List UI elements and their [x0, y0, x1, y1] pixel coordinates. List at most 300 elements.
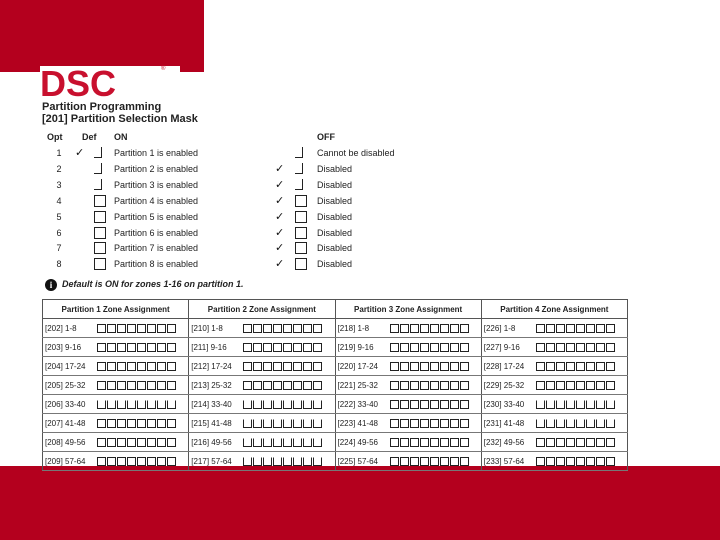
- on-checkbox[interactable]: [94, 211, 106, 223]
- zone-checkbox[interactable]: [576, 362, 585, 371]
- zone-checkbox[interactable]: [107, 438, 116, 447]
- zone-toggle-group: [95, 319, 189, 338]
- zone-checkbox[interactable]: [546, 324, 555, 333]
- zone-checkbox[interactable]: [430, 362, 439, 371]
- zone-checkbox[interactable]: [253, 324, 262, 333]
- zone-checkbox[interactable]: [283, 457, 292, 466]
- zone-checkbox[interactable]: [273, 419, 282, 428]
- zone-checkbox[interactable]: [566, 381, 575, 390]
- off-checkbox[interactable]: [295, 195, 307, 207]
- zone-checkbox[interactable]: [586, 324, 595, 333]
- section-label: [208] 49-56: [43, 433, 96, 452]
- zone-checkbox[interactable]: [420, 457, 429, 466]
- zone-checkbox[interactable]: [263, 438, 272, 447]
- zone-checkbox[interactable]: [243, 400, 252, 409]
- zone-checkbox[interactable]: [536, 438, 545, 447]
- zone-checkbox[interactable]: [450, 381, 459, 390]
- zone-checkbox[interactable]: [273, 457, 282, 466]
- zone-checkbox[interactable]: [596, 438, 605, 447]
- zone-checkbox[interactable]: [127, 324, 136, 333]
- zone-checkbox[interactable]: [253, 362, 262, 371]
- zone-checkbox[interactable]: [253, 457, 262, 466]
- zone-checkbox[interactable]: [157, 400, 166, 409]
- zone-checkbox[interactable]: [546, 419, 555, 428]
- zone-checkbox[interactable]: [127, 419, 136, 428]
- zone-checkbox[interactable]: [303, 400, 312, 409]
- on-checkbox[interactable]: [94, 147, 102, 158]
- zone-checkbox[interactable]: [536, 343, 545, 352]
- zone-checkbox[interactable]: [566, 438, 575, 447]
- zone-checkbox[interactable]: [147, 362, 156, 371]
- zone-checkbox[interactable]: [566, 457, 575, 466]
- zone-checkbox[interactable]: [566, 362, 575, 371]
- zone-checkbox[interactable]: [293, 324, 302, 333]
- zone-assignment-table: [42, 299, 628, 471]
- zone-checkbox[interactable]: [556, 419, 565, 428]
- zone-checkbox[interactable]: [283, 362, 292, 371]
- zone-checkbox[interactable]: [460, 400, 469, 409]
- zone-checkbox[interactable]: [263, 419, 272, 428]
- zone-checkbox[interactable]: [293, 362, 302, 371]
- zone-checkbox[interactable]: [313, 400, 322, 409]
- zone-checkbox[interactable]: [410, 362, 419, 371]
- zone-checkbox[interactable]: [293, 457, 302, 466]
- table-row: [43, 414, 628, 433]
- zone-checkbox[interactable]: [400, 362, 409, 371]
- zone-checkbox[interactable]: [303, 324, 312, 333]
- zone-checkbox[interactable]: [430, 324, 439, 333]
- zone-checkbox[interactable]: [556, 362, 565, 371]
- zone-checkbox[interactable]: [546, 438, 555, 447]
- zone-checkbox[interactable]: [283, 438, 292, 447]
- zone-checkbox[interactable]: [566, 400, 575, 409]
- zone-checkbox[interactable]: [137, 419, 146, 428]
- zone-checkbox[interactable]: [303, 381, 312, 390]
- zone-checkbox[interactable]: [263, 343, 272, 352]
- zone-checkbox[interactable]: [263, 324, 272, 333]
- zone-checkbox[interactable]: [157, 438, 166, 447]
- zone-checkbox[interactable]: [440, 324, 449, 333]
- zone-checkbox[interactable]: [313, 362, 322, 371]
- zone-checkbox[interactable]: [450, 457, 459, 466]
- zone-checkbox[interactable]: [283, 400, 292, 409]
- zone-checkbox[interactable]: [420, 343, 429, 352]
- zone-checkbox[interactable]: [167, 438, 176, 447]
- zone-checkbox[interactable]: [556, 381, 565, 390]
- zone-checkbox[interactable]: [127, 438, 136, 447]
- zone-checkbox[interactable]: [263, 400, 272, 409]
- on-checkbox[interactable]: [94, 163, 102, 174]
- zone-checkbox[interactable]: [576, 438, 585, 447]
- option-number: 7: [56, 243, 62, 254]
- zone-checkbox[interactable]: [390, 457, 399, 466]
- zone-checkbox[interactable]: [596, 362, 605, 371]
- zone-checkbox[interactable]: [420, 324, 429, 333]
- zone-checkbox[interactable]: [167, 381, 176, 390]
- zone-checkbox[interactable]: [586, 381, 595, 390]
- zone-checkbox[interactable]: [596, 400, 605, 409]
- zone-checkbox[interactable]: [97, 438, 106, 447]
- zone-checkbox[interactable]: [400, 400, 409, 409]
- zone-checkbox[interactable]: [263, 381, 272, 390]
- zone-checkbox[interactable]: [127, 362, 136, 371]
- zone-checkbox[interactable]: [420, 438, 429, 447]
- zone-checkbox[interactable]: [117, 400, 126, 409]
- off-label: Disabled: [317, 227, 353, 238]
- zone-checkbox[interactable]: [430, 400, 439, 409]
- on-label: Partition 3 is enabled: [114, 179, 199, 190]
- zone-checkbox[interactable]: [450, 362, 459, 371]
- zone-checkbox[interactable]: [556, 457, 565, 466]
- zone-checkbox[interactable]: [243, 343, 252, 352]
- zone-checkbox[interactable]: [606, 381, 615, 390]
- zone-checkbox[interactable]: [273, 343, 282, 352]
- zone-checkbox[interactable]: [117, 457, 126, 466]
- zone-checkbox[interactable]: [127, 381, 136, 390]
- off-label: Disabled: [317, 195, 353, 206]
- zone-checkbox[interactable]: [293, 438, 302, 447]
- zone-checkbox[interactable]: [546, 457, 555, 466]
- zone-checkbox[interactable]: [586, 438, 595, 447]
- zone-checkbox[interactable]: [303, 419, 312, 428]
- off-checkbox[interactable]: [295, 147, 303, 158]
- zone-checkbox[interactable]: [536, 419, 545, 428]
- zone-checkbox[interactable]: [430, 343, 439, 352]
- zone-checkbox[interactable]: [157, 381, 166, 390]
- zone-checkbox[interactable]: [460, 381, 469, 390]
- off-checkbox[interactable]: [295, 179, 303, 190]
- zone-checkbox[interactable]: [576, 419, 585, 428]
- zone-checkbox[interactable]: [546, 362, 555, 371]
- zone-checkbox[interactable]: [97, 324, 106, 333]
- zone-checkbox[interactable]: [97, 400, 106, 409]
- zone-checkbox[interactable]: [536, 381, 545, 390]
- zone-checkbox[interactable]: [596, 343, 605, 352]
- zone-checkbox[interactable]: [440, 419, 449, 428]
- zone-checkbox[interactable]: [127, 457, 136, 466]
- zone-checkbox[interactable]: [137, 362, 146, 371]
- on-checkbox[interactable]: [94, 227, 106, 239]
- zone-checkbox[interactable]: [243, 381, 252, 390]
- zone-checkbox[interactable]: [313, 324, 322, 333]
- zone-checkbox[interactable]: [97, 419, 106, 428]
- off-checkbox[interactable]: [295, 163, 303, 174]
- on-checkbox[interactable]: [94, 179, 102, 190]
- zone-checkbox[interactable]: [157, 343, 166, 352]
- zone-checkbox[interactable]: [400, 381, 409, 390]
- zone-checkbox[interactable]: [390, 419, 399, 428]
- zone-checkbox[interactable]: [576, 324, 585, 333]
- zone-checkbox[interactable]: [167, 419, 176, 428]
- zone-toggle-group: [534, 433, 628, 452]
- zone-checkbox[interactable]: [313, 457, 322, 466]
- zone-checkbox[interactable]: [107, 381, 116, 390]
- zone-checkbox[interactable]: [586, 457, 595, 466]
- zone-checkbox[interactable]: [283, 324, 292, 333]
- zone-checkbox[interactable]: [167, 362, 176, 371]
- zone-checkbox[interactable]: [420, 381, 429, 390]
- zone-checkbox[interactable]: [536, 457, 545, 466]
- zone-checkbox[interactable]: [127, 343, 136, 352]
- zone-checkbox[interactable]: [400, 457, 409, 466]
- zone-checkbox[interactable]: [243, 419, 252, 428]
- zone-checkbox[interactable]: [576, 381, 585, 390]
- on-checkbox[interactable]: [94, 258, 106, 270]
- zone-checkbox[interactable]: [460, 343, 469, 352]
- zone-checkbox[interactable]: [450, 324, 459, 333]
- off-checkbox[interactable]: [295, 227, 307, 239]
- zone-checkbox[interactable]: [576, 400, 585, 409]
- zone-checkbox[interactable]: [137, 324, 146, 333]
- zone-checkbox[interactable]: [566, 419, 575, 428]
- zone-checkbox[interactable]: [293, 400, 302, 409]
- zone-checkbox[interactable]: [117, 324, 126, 333]
- zone-checkbox[interactable]: [97, 362, 106, 371]
- zone-checkbox[interactable]: [430, 419, 439, 428]
- zone-checkbox[interactable]: [440, 457, 449, 466]
- zone-checkbox[interactable]: [273, 400, 282, 409]
- zone-checkbox[interactable]: [566, 324, 575, 333]
- zone-checkbox[interactable]: [390, 343, 399, 352]
- zone-checkbox[interactable]: [460, 438, 469, 447]
- zone-checkbox[interactable]: [576, 343, 585, 352]
- zone-checkbox[interactable]: [440, 400, 449, 409]
- off-checkbox[interactable]: [295, 211, 307, 223]
- zone-checkbox[interactable]: [606, 362, 615, 371]
- zone-checkbox[interactable]: [596, 419, 605, 428]
- zone-checkbox[interactable]: [107, 400, 116, 409]
- off-checkbox[interactable]: [295, 258, 307, 270]
- zone-checkbox[interactable]: [273, 362, 282, 371]
- zone-checkbox[interactable]: [440, 362, 449, 371]
- zone-checkbox[interactable]: [440, 438, 449, 447]
- zone-checkbox[interactable]: [313, 381, 322, 390]
- zone-checkbox[interactable]: [137, 400, 146, 409]
- zone-checkbox[interactable]: [167, 343, 176, 352]
- zone-checkbox[interactable]: [536, 400, 545, 409]
- zone-checkbox[interactable]: [167, 400, 176, 409]
- zone-checkbox[interactable]: [586, 362, 595, 371]
- zone-checkbox[interactable]: [450, 419, 459, 428]
- zone-checkbox[interactable]: [606, 400, 615, 409]
- zone-checkbox[interactable]: [117, 438, 126, 447]
- zone-checkbox[interactable]: [400, 343, 409, 352]
- zone-checkbox[interactable]: [460, 362, 469, 371]
- zone-checkbox[interactable]: [606, 419, 615, 428]
- zone-checkbox[interactable]: [450, 400, 459, 409]
- zone-checkbox[interactable]: [97, 343, 106, 352]
- zone-checkbox[interactable]: [576, 457, 585, 466]
- zone-checkbox[interactable]: [586, 419, 595, 428]
- zone-checkbox[interactable]: [313, 419, 322, 428]
- zone-checkbox[interactable]: [273, 438, 282, 447]
- zone-checkbox[interactable]: [147, 400, 156, 409]
- zone-checkbox[interactable]: [410, 438, 419, 447]
- zone-checkbox[interactable]: [243, 457, 252, 466]
- zone-checkbox[interactable]: [273, 381, 282, 390]
- zone-checkbox[interactable]: [283, 419, 292, 428]
- zone-checkbox[interactable]: [263, 457, 272, 466]
- zone-checkbox[interactable]: [157, 457, 166, 466]
- zone-checkbox[interactable]: [556, 400, 565, 409]
- zone-checkbox[interactable]: [293, 381, 302, 390]
- zone-checkbox[interactable]: [167, 457, 176, 466]
- zone-checkbox[interactable]: [117, 362, 126, 371]
- zone-checkbox[interactable]: [606, 343, 615, 352]
- table-row: [43, 395, 628, 414]
- zone-checkbox[interactable]: [283, 381, 292, 390]
- default-off-check-icon: ✓: [275, 258, 285, 271]
- zone-checkbox[interactable]: [167, 324, 176, 333]
- zone-checkbox[interactable]: [410, 457, 419, 466]
- zone-checkbox[interactable]: [293, 343, 302, 352]
- zone-checkbox[interactable]: [147, 324, 156, 333]
- partition-column-header: Partition 3 Zone Assignment: [335, 300, 481, 319]
- zone-toggle-group: [95, 376, 189, 395]
- zone-checkbox[interactable]: [313, 343, 322, 352]
- zone-checkbox[interactable]: [157, 419, 166, 428]
- zone-checkbox[interactable]: [596, 381, 605, 390]
- zone-checkbox[interactable]: [253, 419, 262, 428]
- zone-toggle-group: [534, 357, 628, 376]
- zone-checkbox[interactable]: [243, 324, 252, 333]
- on-checkbox[interactable]: [94, 195, 106, 207]
- zone-checkbox[interactable]: [147, 381, 156, 390]
- zone-checkbox[interactable]: [243, 362, 252, 371]
- zone-checkbox[interactable]: [400, 438, 409, 447]
- zone-toggle-group: [95, 395, 189, 414]
- zone-checkbox[interactable]: [243, 438, 252, 447]
- zone-checkbox[interactable]: [107, 419, 116, 428]
- zone-checkbox[interactable]: [107, 343, 116, 352]
- zone-checkbox[interactable]: [147, 457, 156, 466]
- zone-checkbox[interactable]: [137, 438, 146, 447]
- zone-checkbox[interactable]: [460, 324, 469, 333]
- zone-checkbox[interactable]: [117, 419, 126, 428]
- zone-checkbox[interactable]: [556, 343, 565, 352]
- zone-checkbox[interactable]: [606, 324, 615, 333]
- off-checkbox[interactable]: [295, 242, 307, 254]
- partition-column-header: Partition 1 Zone Assignment: [43, 300, 189, 319]
- zone-checkbox[interactable]: [556, 324, 565, 333]
- zone-checkbox[interactable]: [420, 362, 429, 371]
- zone-checkbox[interactable]: [127, 400, 136, 409]
- zone-checkbox[interactable]: [313, 438, 322, 447]
- zone-checkbox[interactable]: [253, 381, 262, 390]
- zone-checkbox[interactable]: [137, 381, 146, 390]
- zone-checkbox[interactable]: [117, 381, 126, 390]
- zone-checkbox[interactable]: [97, 457, 106, 466]
- zone-checkbox[interactable]: [450, 343, 459, 352]
- zone-checkbox[interactable]: [137, 343, 146, 352]
- section-label: [226] 1-8: [481, 319, 534, 338]
- zone-checkbox[interactable]: [390, 400, 399, 409]
- zone-checkbox[interactable]: [410, 400, 419, 409]
- zone-checkbox[interactable]: [303, 438, 312, 447]
- zone-checkbox[interactable]: [566, 343, 575, 352]
- option-number: 3: [56, 179, 62, 190]
- zone-checkbox[interactable]: [273, 324, 282, 333]
- zone-checkbox[interactable]: [117, 343, 126, 352]
- zone-checkbox[interactable]: [546, 400, 555, 409]
- zone-checkbox[interactable]: [410, 324, 419, 333]
- zone-checkbox[interactable]: [400, 419, 409, 428]
- zone-checkbox[interactable]: [390, 362, 399, 371]
- zone-checkbox[interactable]: [147, 419, 156, 428]
- off-label: Disabled: [317, 243, 353, 254]
- zone-checkbox[interactable]: [253, 438, 262, 447]
- zone-checkbox[interactable]: [546, 343, 555, 352]
- zone-checkbox[interactable]: [390, 324, 399, 333]
- zone-checkbox[interactable]: [410, 381, 419, 390]
- zone-checkbox[interactable]: [556, 438, 565, 447]
- zone-checkbox[interactable]: [440, 381, 449, 390]
- zone-checkbox[interactable]: [460, 457, 469, 466]
- zone-checkbox[interactable]: [430, 438, 439, 447]
- zone-checkbox[interactable]: [410, 343, 419, 352]
- zone-checkbox[interactable]: [253, 343, 262, 352]
- zone-checkbox[interactable]: [137, 457, 146, 466]
- zone-checkbox[interactable]: [586, 400, 595, 409]
- on-checkbox[interactable]: [94, 242, 106, 254]
- zone-checkbox[interactable]: [97, 381, 106, 390]
- zone-checkbox[interactable]: [147, 438, 156, 447]
- zone-checkbox[interactable]: [536, 362, 545, 371]
- zone-checkbox[interactable]: [596, 457, 605, 466]
- zone-checkbox[interactable]: [293, 419, 302, 428]
- zone-checkbox[interactable]: [586, 343, 595, 352]
- zone-checkbox[interactable]: [400, 324, 409, 333]
- option-number: 4: [56, 195, 62, 206]
- zone-checkbox[interactable]: [536, 324, 545, 333]
- zone-checkbox[interactable]: [410, 419, 419, 428]
- section-subheading: [201] Partition Selection Mask: [42, 113, 198, 125]
- section-label: [203] 9-16: [43, 338, 96, 357]
- section-label: [220] 17-24: [335, 357, 388, 376]
- zone-checkbox[interactable]: [253, 400, 262, 409]
- zone-checkbox[interactable]: [303, 362, 312, 371]
- zone-checkbox[interactable]: [107, 457, 116, 466]
- zone-checkbox[interactable]: [430, 381, 439, 390]
- zone-checkbox[interactable]: [107, 362, 116, 371]
- zone-checkbox[interactable]: [606, 438, 615, 447]
- zone-toggle-group: [95, 433, 189, 452]
- section-label: [232] 49-56: [481, 433, 534, 452]
- zone-checkbox[interactable]: [107, 324, 116, 333]
- section-label: [229] 25-32: [481, 376, 534, 395]
- zone-checkbox[interactable]: [303, 343, 312, 352]
- zone-checkbox[interactable]: [430, 457, 439, 466]
- zone-checkbox[interactable]: [157, 324, 166, 333]
- zone-checkbox[interactable]: [303, 457, 312, 466]
- partition-column-header: Partition 2 Zone Assignment: [189, 300, 335, 319]
- zone-checkbox[interactable]: [283, 343, 292, 352]
- zone-checkbox[interactable]: [263, 362, 272, 371]
- zone-checkbox[interactable]: [390, 438, 399, 447]
- zone-checkbox[interactable]: [440, 343, 449, 352]
- zone-checkbox[interactable]: [157, 362, 166, 371]
- zone-checkbox[interactable]: [390, 381, 399, 390]
- zone-checkbox[interactable]: [460, 419, 469, 428]
- zone-checkbox[interactable]: [420, 419, 429, 428]
- section-label: [211] 9-16: [189, 338, 242, 357]
- zone-checkbox[interactable]: [546, 381, 555, 390]
- zone-checkbox[interactable]: [450, 438, 459, 447]
- zone-checkbox[interactable]: [606, 457, 615, 466]
- zone-checkbox[interactable]: [420, 400, 429, 409]
- zone-checkbox[interactable]: [596, 324, 605, 333]
- zone-checkbox[interactable]: [147, 343, 156, 352]
